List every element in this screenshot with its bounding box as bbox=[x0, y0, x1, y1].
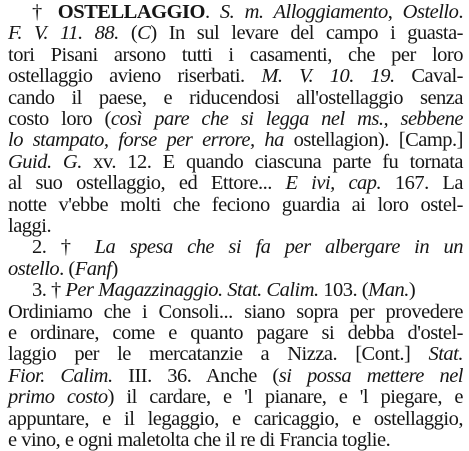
sense-2-line-2: ostello. (Fanf) bbox=[8, 257, 118, 280]
sense-1-line-5: cando il paese, e riducendosi all'ostellaggio senza bbox=[8, 86, 463, 109]
sense-1-line-10: notte v'ebbe molti che feciono guardia ai loro ostel- bbox=[8, 193, 463, 216]
editorial-note: si possa mettere nel bbox=[278, 364, 463, 387]
sense-3-line-8: e vino, e ogni maletolta che il re di Francia toglie. bbox=[8, 429, 391, 451]
citation-source: E ivi, cap. bbox=[285, 172, 382, 195]
definition: La spesa che si fa per albergare in un bbox=[94, 236, 463, 259]
grammar-and-definition: S. m. Alloggiamento bbox=[219, 1, 388, 23]
sense-3-line-5: Fior. Calim. III. 36. Anche (si possa mettere nel bbox=[8, 364, 463, 387]
headword: OSTELLAGGIO bbox=[57, 1, 205, 23]
citation-source: M. V. 10. 19. bbox=[261, 65, 395, 88]
citation-source: Stat. bbox=[428, 343, 463, 366]
sense-3-line-2: Ordiniamo che i Consoli... siano sopra per provedere bbox=[8, 300, 463, 323]
sense-3-line-1: 3. † Per Magazzinaggio. Stat. Calim. 103. (Man.) bbox=[32, 279, 416, 302]
sense-1-line-6: costo loro (così pare che si legga nel ms., sebbene bbox=[8, 108, 464, 130]
sense-1-line-11: laggi. bbox=[8, 215, 52, 237]
sense-1-line-3: tori Pisani arsono tutti i casamenti, che per loro bbox=[8, 43, 463, 66]
sense-1-line-2: F. V. 11. 88. (C) In sul levare del campo i guasta- bbox=[8, 22, 463, 45]
sense-3-line-3: e ordinare, come e quanto pagare si debba d'ostel- bbox=[8, 322, 463, 344]
editorial-note: primo costo bbox=[8, 386, 108, 409]
synonym: Ostello bbox=[402, 1, 459, 23]
sense-3-line-4: laggio per le mercatanzie a Nizza. [Cont.] Stat. bbox=[8, 343, 463, 366]
sense-3-line-6: primo costo) il cardare, e 'l pianare, e 'l piegare, e bbox=[8, 386, 464, 409]
sense-2-line-1: 2. † La spesa che si fa per albergare in un bbox=[32, 236, 463, 259]
editorial-note: lo stampato, forse per errore, ha bbox=[8, 129, 284, 152]
editorial-note: così pare che si legga nel ms., sebbene bbox=[110, 108, 464, 130]
citation-source: Fanf bbox=[74, 257, 112, 280]
definition-and-source: Per Magazzinaggio. Stat. Calim. bbox=[65, 279, 319, 302]
citation-source: Fior. Calim. bbox=[8, 364, 113, 387]
sense-3-line-7: appuntare, e il legaggio, e caricaggio, e ostellaggio, bbox=[8, 407, 463, 430]
citation-source: F. V. 11. 88. bbox=[8, 22, 119, 45]
sense-1-line-8: Guid. G. xv. 12. E quando ciascuna parte fu tornata bbox=[8, 150, 463, 173]
sense-1-line-4: ostellaggio avieno riserbati. M. V. 10. 19. Caval- bbox=[8, 65, 463, 88]
sense-1-line-1: † OSTELLAGGIO. S. m. Alloggiamento, Ostello. bbox=[32, 1, 463, 23]
sense-1-line-7: lo stampato, forse per errore, ha ostellagion). [Camp.] bbox=[8, 129, 463, 152]
citation-source: Guid. G. bbox=[8, 150, 82, 173]
sense-1-line-9: al suo ostellaggio, ed Ettore... E ivi, cap. 167. La bbox=[8, 172, 463, 195]
